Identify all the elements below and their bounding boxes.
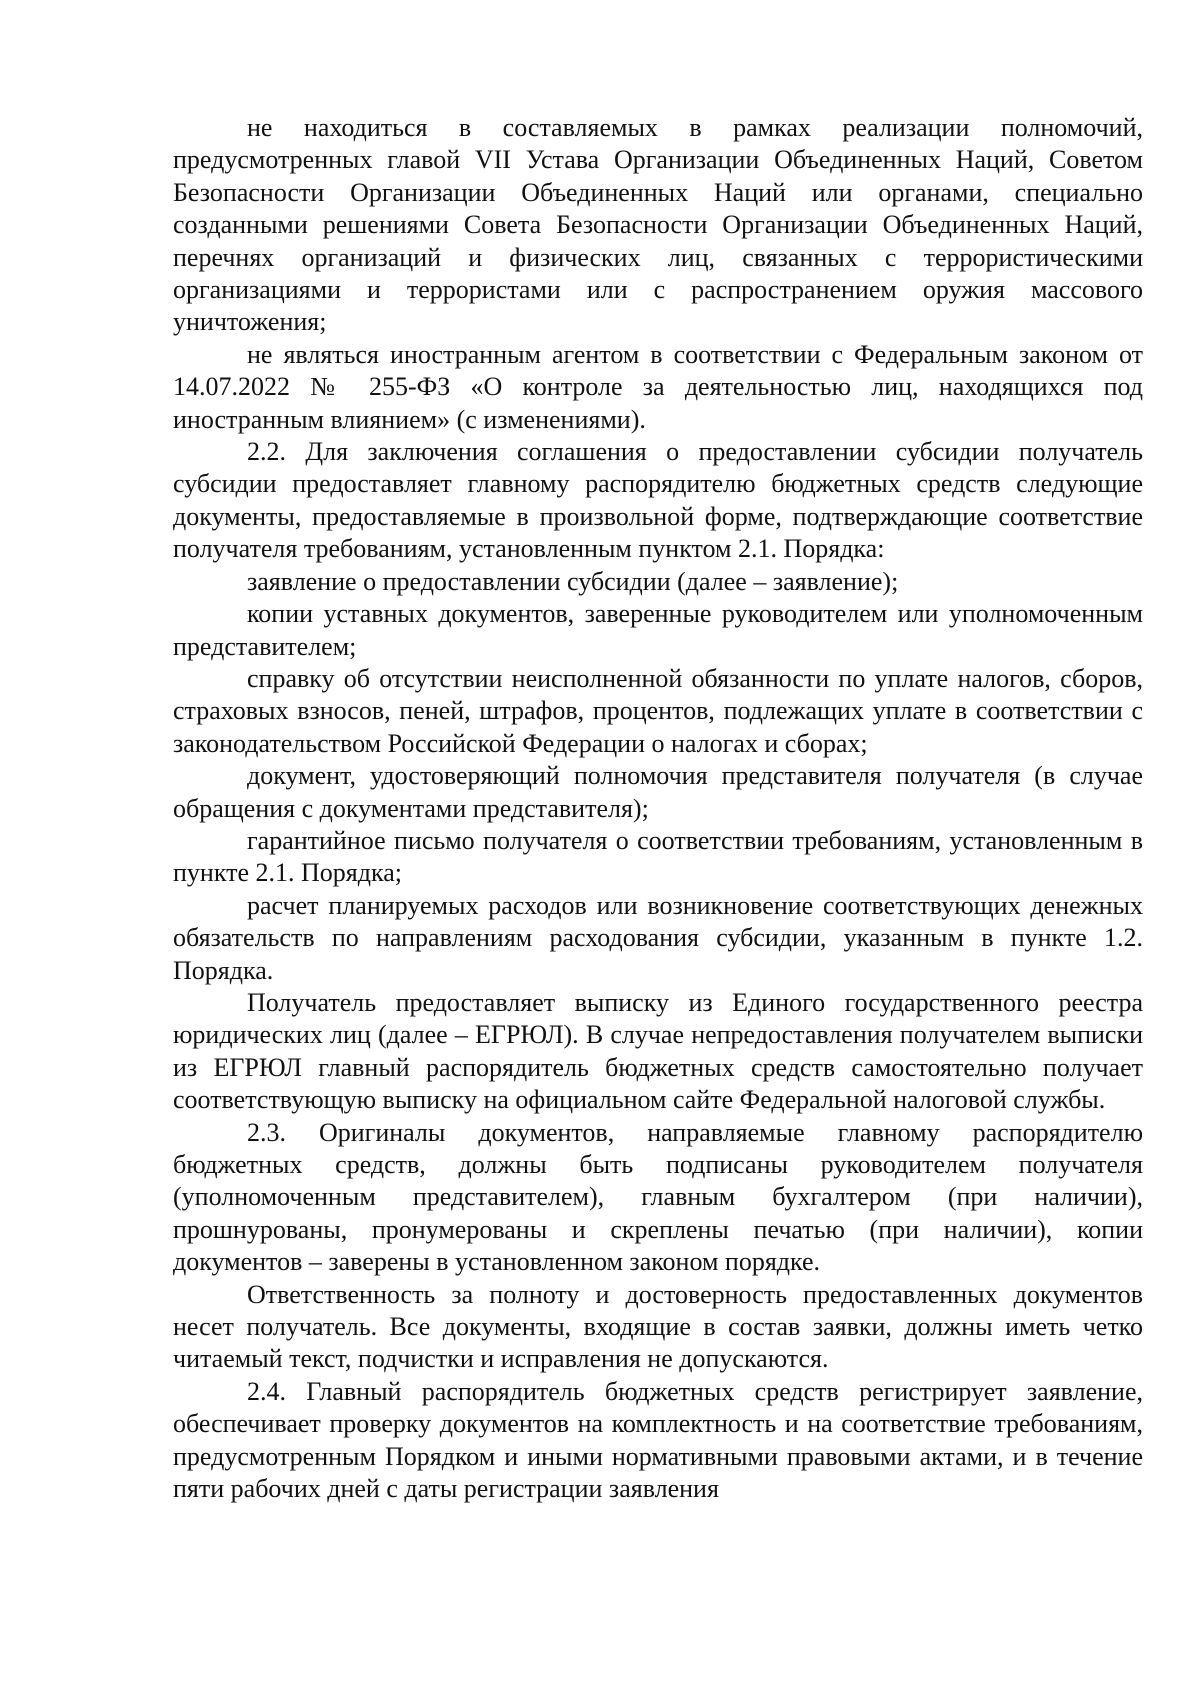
- document-body: [173, 112, 1143, 1505]
- paragraph-responsibility: Ответственность за полноту и достоверность предоставленных документов несет получатель. Все документы, входящие в состав заявки, должны иметь четко читаемый текст, подчистки и исправления не допускаются.: [173, 1279, 1143, 1374]
- paragraph-application: заявление о предоставлении субсидии (далее – заявление);: [247, 566, 899, 596]
- paragraph-expense-calculation: расчет планируемых расходов или возникновение соответствующих денежных обязательств по направлениям расходования субсидии, указанным в пункте 1.2. Порядка.: [173, 890, 1143, 985]
- paragraph-2-3: 2.3. Оригиналы документов, направляемые главному распорядителю бюджетных средств, должны быть подписаны руководителем получателя (уполномоченным представителем), главным бухгалтером (при наличии), прошнурованы, пронумерованы и скреплены печатью (при наличии), копии документов – заверены в установленном законом порядке.: [173, 1117, 1143, 1277]
- paragraph-2-4: 2.4. Главный распорядитель бюджетных средств регистрирует заявление, обеспечивает проверку документов на комплектность и на соответствие требованиям, предусмотренным Порядком и иными нормативными правовыми актами, и в течение пяти рабочих дней с даты регистрации заявления: [173, 1376, 1143, 1504]
- paragraph-tax-certificate: справку об отсутствии неисполненной обязанности по уплате налогов, сборов, страховых взносов, пеней, штрафов, процентов, подлежащих уплате в соответствии с законодательством Российской Федерации о налогах и сборах;: [173, 663, 1143, 758]
- paragraph-not-foreign-agent: не являться иностранным агентом в соответствии с Федеральным законом от 14.07.2022 № 255-ФЗ «О контроле за деятельностью лиц, находящихся под иностранным влиянием» (с изменениями).: [173, 339, 1143, 434]
- paragraph-not-in-terror-lists: не находиться в составляемых в рамках реализации полномочий, предусмотренных главой VII Устава Организации Объединенных Наций, Советом Безопасности Организации Объединенных Наций или органами, специально созданными решениями Совета Безопасности Организации Объединенных Наций, перечнях организаций и физических лиц, связанных с террористическими организациями и террористами или с распространением оружия массового уничтожения;: [173, 113, 1143, 337]
- paragraph-egrul-extract: Получатель предоставляет выписку из Единого государственного реестра юридических лиц (далее – ЕГРЮЛ). В случае непредоставления получателем выписки из ЕГРЮЛ главный распорядитель бюджетных средств самостоятельно получает соответствующую выписку на официальном сайте Федеральной налоговой службы.: [173, 987, 1143, 1115]
- paragraph-2-2: 2.2. Для заключения соглашения о предоставлении субсидии получатель субсидии предоставляет главному распорядителю бюджетных средств следующие документы, предоставляемые в произвольной форме, подтверждающие соответствие получателя требованиям, установленным пунктом 2.1. Порядка:: [173, 437, 1143, 564]
- paragraph-guarantee-letter: гарантийное письмо получателя о соответствии требованиям, установленным в пункте 2.1. Порядка;: [173, 825, 1143, 888]
- paragraph-charter-copies: копии уставных документов, заверенные руководителем или уполномоченным представителем;: [173, 599, 1143, 661]
- paragraph-authority-document: документ, удостоверяющий полномочия представителя получателя (в случае обращения с документами представителя);: [173, 761, 1143, 823]
